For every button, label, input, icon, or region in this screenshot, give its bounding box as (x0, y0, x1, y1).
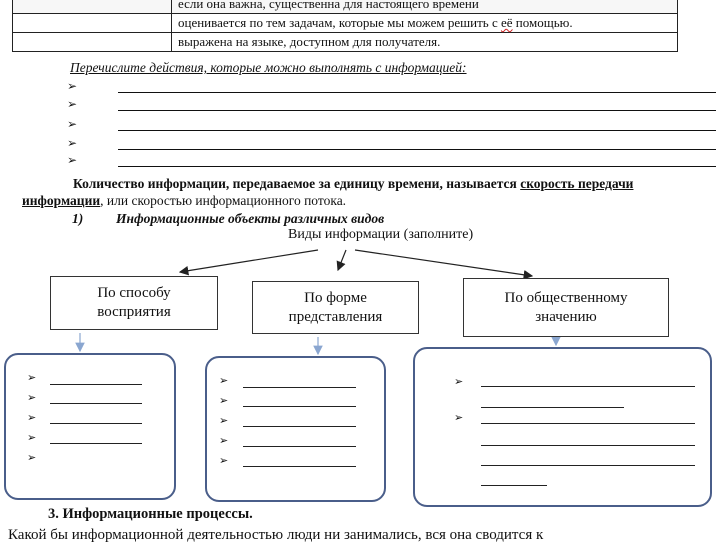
answer-line (481, 465, 695, 466)
cell-text: помощью. (512, 15, 573, 30)
bullet-arrow-icon: ➢ (27, 412, 37, 424)
answer-line (243, 387, 356, 388)
category-box-form (252, 281, 419, 334)
category-box-social (463, 278, 669, 337)
paragraph-text: , или скоростью информационного потока. (100, 193, 347, 208)
bullet-arrow-icon: ➢ (67, 136, 78, 150)
answer-box-social (413, 347, 712, 507)
answer-line (481, 445, 695, 446)
box-label: представления (288, 308, 383, 325)
section-3-title: 3. Информационные процессы. (48, 506, 253, 522)
answer-line (50, 384, 142, 385)
term-underlined: информации (22, 193, 101, 208)
diagram-title: Виды информации (заполните) (288, 227, 474, 242)
cell-text: оценивается по тем задачам, которые мы можем решить с (178, 15, 501, 30)
bullet-arrow-icon: ➢ (27, 452, 37, 464)
task-actions-heading: Перечислите действия, которые можно выполнять с информацией: (70, 60, 467, 75)
bullet-arrow-icon: ➢ (219, 375, 229, 387)
term-underlined: скорость передачи (520, 176, 634, 191)
bullet-arrow-icon: ➢ (219, 415, 229, 427)
answer-line (50, 403, 142, 404)
bullet-arrow-icon: ➢ (219, 455, 229, 467)
answer-box-form (205, 356, 386, 502)
box-label: По форме (304, 289, 367, 306)
section-title: Информационные объекты различных видов (116, 211, 385, 226)
answer-line (481, 485, 547, 486)
bullet-arrow-icon: ➢ (27, 372, 37, 384)
answer-line (243, 406, 356, 407)
answer-line (50, 423, 142, 424)
box-label: восприятия (97, 304, 171, 320)
bullet-arrow-icon: ➢ (454, 412, 464, 424)
arrow-left (180, 250, 318, 272)
bullet-arrow-icon: ➢ (219, 435, 229, 447)
cell-text: выражена на языке, доступном для получателя. (178, 34, 441, 49)
box-label: значению (535, 308, 597, 325)
answer-line (481, 407, 624, 408)
answer-line (481, 423, 695, 424)
bullet-arrow-icon: ➢ (27, 432, 37, 444)
bullet-arrow-icon: ➢ (67, 79, 78, 93)
answer-line (50, 443, 142, 444)
answer-box-perception (4, 353, 176, 500)
bullet-arrow-icon: ➢ (27, 392, 37, 404)
box-label: По общественному (504, 289, 628, 306)
bullet-arrow-icon: ➢ (219, 395, 229, 407)
bullet-arrow-icon: ➢ (67, 117, 78, 131)
answer-line (243, 426, 356, 427)
category-box-perception (50, 276, 218, 330)
bullet-arrow-icon: ➢ (67, 97, 78, 111)
answer-line (481, 386, 695, 387)
closing-text: Какой бы информационной деятельностью люди ни занимались, вся она сводится к (8, 527, 544, 543)
cell-text: если она важна, существенна для настоящего времени (178, 0, 479, 11)
arrow-center (338, 250, 346, 270)
bullet-arrow-icon: ➢ (454, 376, 464, 388)
answer-line (243, 466, 356, 467)
bullet-arrow-icon: ➢ (67, 153, 78, 167)
spellcheck-word: её (500, 15, 513, 30)
answer-line (243, 446, 356, 447)
section-number: 1) (72, 211, 84, 226)
arrow-right (355, 250, 532, 276)
paragraph-text: Количество информации, передаваемое за единицу времени, называется (73, 176, 521, 191)
box-label: По способу (97, 285, 171, 301)
